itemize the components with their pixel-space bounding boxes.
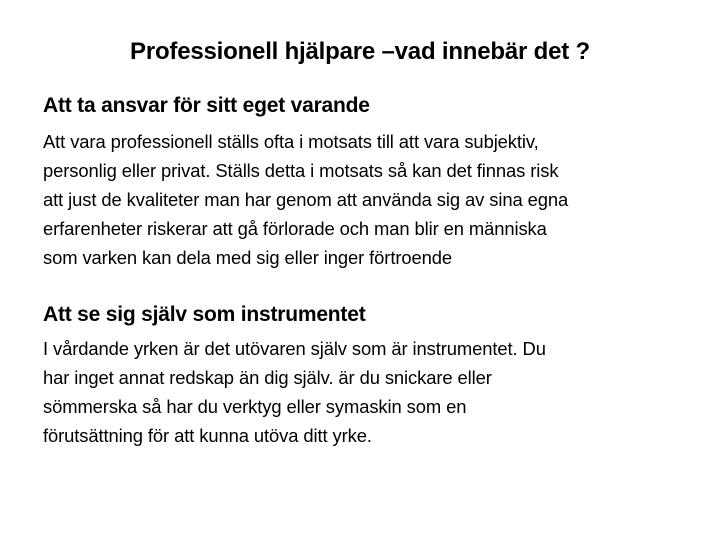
body-line: som varken kan dela med sig eller inger förtroende bbox=[43, 247, 453, 268]
body-line: Att vara professionell ställs ofta i motsats till att vara subjektiv, bbox=[43, 131, 539, 152]
section-body bbox=[43, 334, 693, 450]
body-line: personlig eller privat. Ställs detta i motsats så kan det finnas risk bbox=[43, 160, 559, 181]
body-line: har inget annat redskap än dig själv. är du snickare eller bbox=[43, 367, 492, 388]
section-heading: Att se sig själv som instrumentet bbox=[43, 303, 366, 326]
slide-title: Professionell hjälpare –vad innebär det ? bbox=[130, 38, 590, 65]
body-line: erfarenheter riskerar att gå förlorade och man blir en människa bbox=[43, 218, 547, 239]
body-line: I vårdande yrken är det utövaren själv som är instrumentet. Du bbox=[43, 338, 546, 359]
body-line: att just de kvaliteter man har genom att använda sig av sina egna bbox=[43, 189, 569, 210]
body-line: sömmerska så har du verktyg eller symaskin som en bbox=[43, 396, 467, 417]
section-body bbox=[43, 127, 693, 272]
section-heading: Att ta ansvar för sitt eget varande bbox=[43, 94, 370, 117]
section-responsibility bbox=[43, 89, 693, 272]
body-line: förutsättning för att kunna utöva ditt yrke. bbox=[43, 425, 372, 446]
section-instrument bbox=[43, 298, 693, 450]
